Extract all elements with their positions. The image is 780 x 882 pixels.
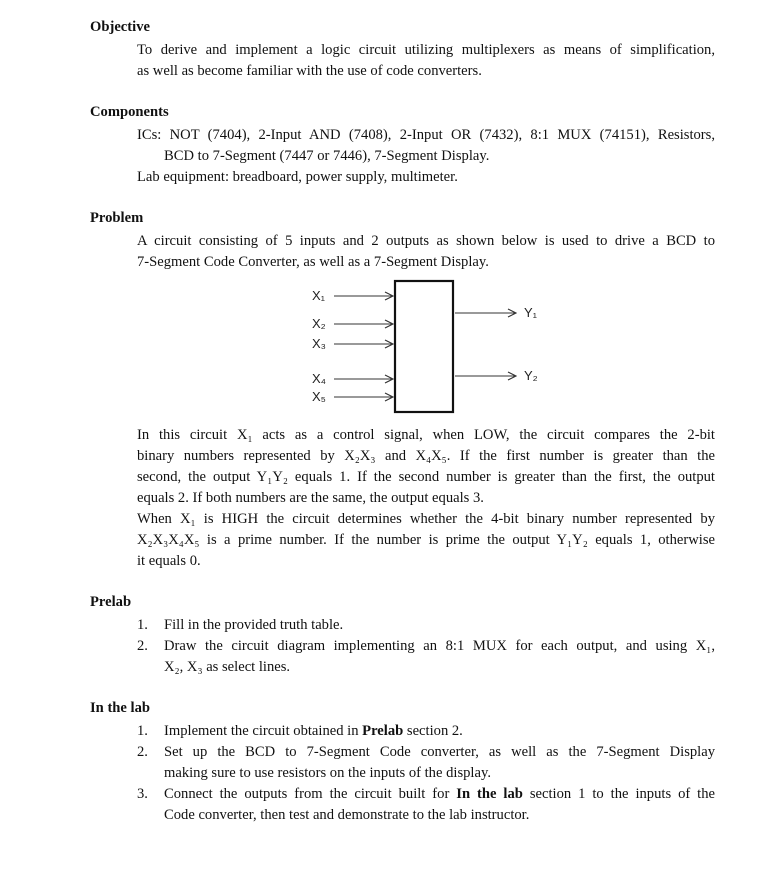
prelab-item-2-number: 2. [137, 638, 148, 654]
lab-item-1-pre: Implement the circuit obtained in [164, 723, 363, 739]
objective-line-1: To derive and implement a logic circuit utilizing multiplexers as means of simplification, [137, 42, 715, 58]
problem-p1-line-1: In this circuit X₁ acts as a control signal, when LOW, the circuit compares the 2-bit [137, 427, 715, 443]
components-line-1: ICs: NOT (7404), 2-Input AND (7408), 2-Input OR (7432), 8:1 MUX (74151), Resistors, [137, 127, 715, 143]
input-x1 [312, 288, 393, 303]
lab-item-3-post: section 1 to the inputs of the [522, 786, 715, 802]
prelab-item-1-text: Fill in the provided truth table. [164, 617, 344, 633]
components-line-2: BCD to 7-Segment (7447 or 7446), 7-Segment Display. [164, 148, 490, 164]
input-label-x2: X₂ [312, 316, 326, 331]
input-label-x5: X₅ [312, 389, 326, 404]
circuit-block [395, 281, 453, 412]
output-y2 [455, 368, 538, 383]
problem-p2-line-3: it equals 0. [137, 553, 201, 569]
problem-intro-line-1: A circuit consisting of 5 inputs and 2 outputs as shown below is used to drive a BCD to [137, 233, 715, 249]
components-line-3: Lab equipment: breadboard, power supply, multimeter. [137, 169, 458, 185]
problem-p2-line-2: X₂X₃X₄X₅ is a prime number. If the number is prime the output Y₁Y₂ equals 1, otherwise [137, 532, 715, 548]
lab-item-3-line-2: Code converter, then test and demonstrate to the lab instructor. [164, 807, 530, 823]
circuit-block-diagram [300, 277, 560, 417]
problem-p1-line-4: equals 2. If both numbers are the same, the output equals 3. [137, 490, 484, 506]
lab-item-1-number: 1. [137, 723, 148, 739]
prelab-item-2-line-1: Draw the circuit diagram implementing an 8:1 MUX for each output, and using X₁, [164, 638, 715, 654]
lab-item-3-pre: Connect the outputs from the circuit built for [164, 786, 457, 802]
problem-intro-line-2: 7-Segment Code Converter, as well as a 7-Segment Display. [137, 254, 489, 270]
lab-item-2-number: 2. [137, 744, 148, 760]
problem-p1-line-3: second, the output Y₁Y₂ equals 1. If the second number is greater than the first, the output [137, 469, 715, 485]
input-label-x3: X₃ [312, 336, 326, 351]
lab-item-1-bold: Prelab [362, 723, 404, 739]
prelab-item-1-number: 1. [137, 617, 148, 633]
lab-item-1-post: section 2. [403, 723, 463, 739]
input-x3 [312, 336, 393, 351]
problem-p1-line-2: binary numbers represented by X₂X₃ and X₄X₅. If the first number is greater than the [137, 448, 715, 464]
input-x4 [312, 371, 393, 386]
prelab-heading: Prelab [90, 594, 132, 610]
output-y1 [455, 305, 538, 320]
problem-heading: Problem [90, 210, 144, 226]
lab-item-3-line-1 [164, 784, 715, 805]
lab-item-3-bold: In the lab [456, 786, 523, 802]
objective-heading: Objective [90, 19, 150, 35]
output-label-y1: Y₁ [524, 305, 538, 320]
components-heading: Components [90, 104, 169, 120]
lab-item-2-line-1: Set up the BCD to 7-Segment Code converter, as well as the 7-Segment Display [164, 744, 715, 760]
input-label-x1: X₁ [312, 288, 326, 303]
lab-item-1-text [164, 721, 715, 742]
lab-item-3-number: 3. [137, 786, 148, 802]
input-x5 [312, 389, 393, 404]
objective-line-2: as well as become familiar with the use of code converters. [137, 63, 482, 79]
input-x2 [312, 316, 393, 331]
lab-item-2-line-2: making sure to use resistors on the inputs of the display. [164, 765, 491, 781]
input-label-x4: X₄ [312, 371, 326, 386]
output-label-y2: Y₂ [524, 368, 538, 383]
problem-p2-line-1: When X₁ is HIGH the circuit determines whether the 4-bit binary number represented by [137, 511, 715, 527]
lab-heading: In the lab [90, 700, 151, 716]
prelab-item-2-line-2: X₂, X₃ as select lines. [164, 659, 291, 675]
